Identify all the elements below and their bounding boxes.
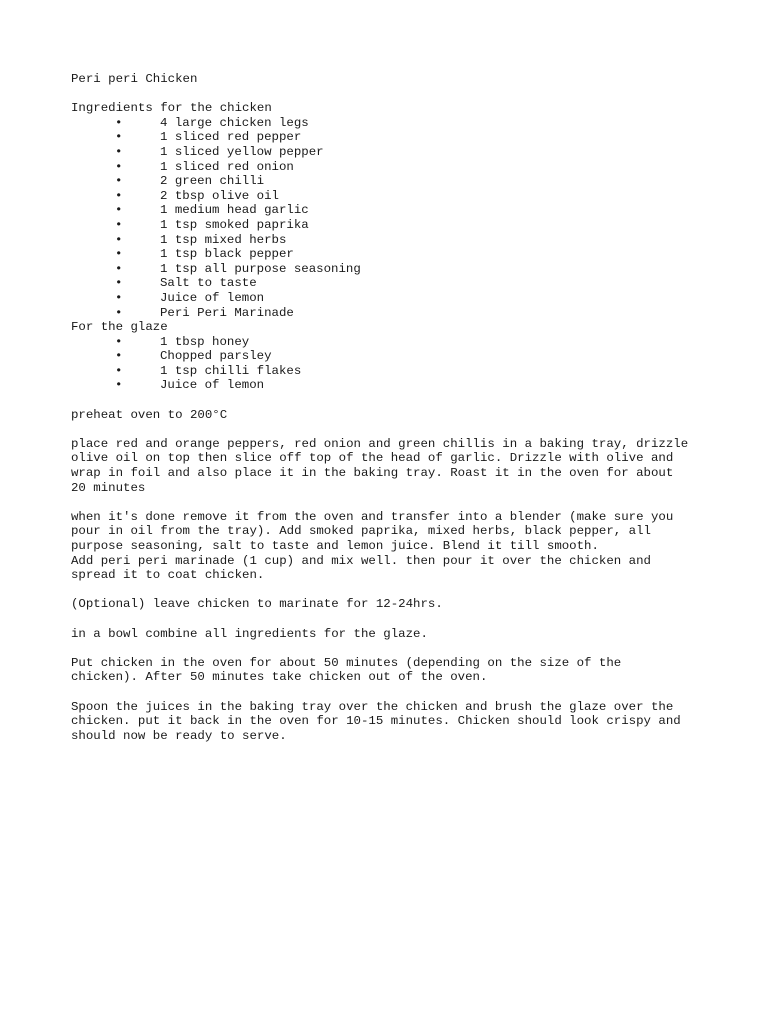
list-item-text: 1 tbsp honey bbox=[160, 334, 250, 349]
list-item bbox=[71, 276, 721, 291]
bullet-glyph: • bbox=[115, 290, 123, 305]
list-item bbox=[71, 174, 721, 189]
step-blend-line: spread it to coat chicken. bbox=[71, 568, 265, 583]
list-item-text: 1 sliced yellow pepper bbox=[160, 144, 324, 159]
bullet-glyph: • bbox=[115, 130, 123, 145]
bullet-glyph: • bbox=[115, 144, 123, 159]
step-finish-line: should now be ready to serve. bbox=[71, 728, 287, 743]
list-item-text: Juice of lemon bbox=[160, 290, 265, 305]
list-item-text: 1 tsp smoked paprika bbox=[160, 217, 309, 232]
list-item-text: Salt to taste bbox=[160, 276, 257, 291]
step-bake bbox=[71, 656, 721, 685]
list-item bbox=[71, 291, 721, 306]
bullet-glyph: • bbox=[115, 232, 123, 247]
step-finish-line: chicken. put it back in the oven for 10-15 minutes. Chicken should look crispy and bbox=[71, 714, 681, 729]
list-item-text: 1 medium head garlic bbox=[160, 203, 309, 218]
step-blend-line: when it's done remove it from the oven and transfer into a blender (make sure you bbox=[71, 509, 674, 524]
list-item-text: Juice of lemon bbox=[160, 378, 265, 393]
step-bake-line: chicken). After 50 minutes take chicken out of the oven. bbox=[71, 670, 488, 685]
spacer bbox=[71, 495, 721, 510]
step-roast bbox=[71, 437, 721, 495]
list-item-text: 1 tsp black pepper bbox=[160, 247, 294, 262]
list-item-text: 4 large chicken legs bbox=[160, 115, 309, 130]
step-blend bbox=[71, 510, 721, 583]
step-finish-line: Spoon the juices in the baking tray over the chicken and brush the glaze over the bbox=[71, 699, 674, 714]
list-item bbox=[71, 189, 721, 204]
list-item bbox=[71, 335, 721, 350]
list-item-text: 1 sliced red onion bbox=[160, 159, 294, 174]
bullet-glyph: • bbox=[115, 115, 123, 130]
spacer bbox=[71, 583, 721, 598]
list-item bbox=[71, 364, 721, 379]
bullet-glyph: • bbox=[115, 363, 123, 378]
list-item bbox=[71, 378, 721, 393]
list-item-text: 1 tsp all purpose seasoning bbox=[160, 261, 361, 276]
spacer bbox=[71, 612, 721, 627]
chicken-ingredients-heading: Ingredients for the chicken bbox=[71, 101, 272, 116]
list-item bbox=[71, 262, 721, 277]
step-blend-line: purpose seasoning, salt to taste and lemon juice. Blend it till smooth. bbox=[71, 539, 599, 553]
spacer bbox=[71, 87, 721, 102]
bullet-glyph: • bbox=[115, 334, 123, 349]
list-item bbox=[71, 116, 721, 131]
spacer bbox=[71, 685, 721, 700]
bullet-glyph: • bbox=[115, 159, 123, 174]
list-item bbox=[71, 203, 721, 218]
list-item bbox=[71, 349, 721, 364]
spacer bbox=[71, 641, 721, 656]
step-bake-line: Put chicken in the oven for about 50 minutes (depending on the size of the bbox=[71, 655, 622, 670]
list-item-text: 2 green chilli bbox=[160, 174, 265, 189]
step-roast-line: place red and orange peppers, red onion and green chillis in a baking tray, drizzle bbox=[71, 436, 689, 451]
step-roast-line: 20 minutes bbox=[71, 480, 146, 495]
step-roast-line: wrap in foil and also place it in the baking tray. Roast it in the oven for about bbox=[71, 466, 674, 481]
bullet-glyph: • bbox=[115, 217, 123, 232]
list-item-text: 1 tsp chilli flakes bbox=[160, 363, 302, 378]
step-roast-line: olive oil on top then slice off top of the head of garlic. Drizzle with olive and bbox=[71, 451, 674, 466]
bullet-glyph: • bbox=[115, 174, 123, 189]
spacer bbox=[71, 393, 721, 408]
list-item-text: 1 sliced red pepper bbox=[160, 130, 302, 145]
step-blend-line: pour in oil from the tray). Add smoked paprika, mixed herbs, black pepper, all bbox=[71, 524, 651, 539]
list-item-text: 1 tsp mixed herbs bbox=[160, 232, 287, 247]
list-item-text: Peri Peri Marinade bbox=[160, 305, 294, 320]
list-item bbox=[71, 145, 721, 160]
recipe-title: Peri peri Chicken bbox=[71, 72, 198, 86]
glaze-heading: For the glaze bbox=[71, 320, 168, 335]
recipe-document bbox=[71, 72, 721, 743]
step-glaze-mix: in a bowl combine all ingredients for the glaze. bbox=[71, 626, 428, 641]
list-item bbox=[71, 130, 721, 145]
glaze-ingredients-list bbox=[71, 335, 721, 393]
bullet-glyph: • bbox=[115, 203, 123, 218]
step-blend-line: Add peri peri marinade (1 cup) and mix well. then pour it over the chicken and bbox=[71, 553, 651, 568]
list-item-text: 2 tbsp olive oil bbox=[160, 188, 279, 203]
step-finish bbox=[71, 700, 721, 744]
spacer bbox=[71, 422, 721, 437]
chicken-ingredients-list bbox=[71, 116, 721, 320]
bullet-glyph: • bbox=[115, 349, 123, 364]
list-item bbox=[71, 306, 721, 321]
bullet-glyph: • bbox=[115, 247, 123, 262]
bullet-glyph: • bbox=[115, 261, 123, 276]
step-marinate: (Optional) leave chicken to marinate for 12-24hrs. bbox=[71, 597, 443, 612]
bullet-glyph: • bbox=[115, 188, 123, 203]
list-item bbox=[71, 233, 721, 248]
bullet-glyph: • bbox=[115, 305, 123, 320]
bullet-glyph: • bbox=[115, 378, 123, 393]
step-preheat: preheat oven to 200°C bbox=[71, 407, 228, 422]
list-item bbox=[71, 160, 721, 175]
list-item-text: Chopped parsley bbox=[160, 349, 272, 364]
bullet-glyph: • bbox=[115, 276, 123, 291]
list-item bbox=[71, 218, 721, 233]
list-item bbox=[71, 247, 721, 262]
